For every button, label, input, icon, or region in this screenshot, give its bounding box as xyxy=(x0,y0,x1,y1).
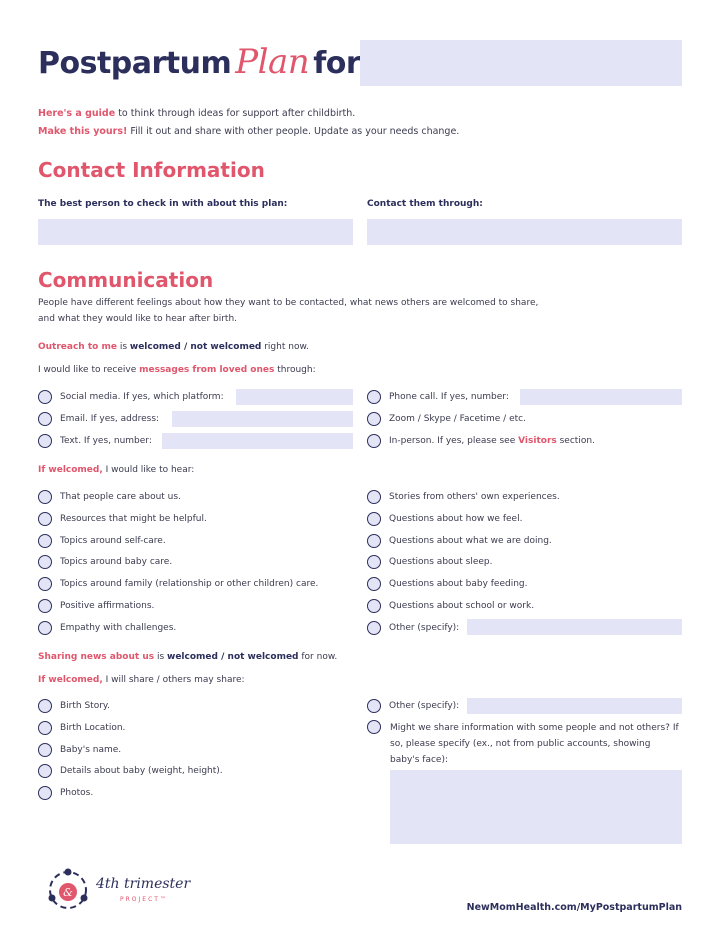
intro-highlight-2: Make this yours! xyxy=(38,126,128,137)
option-label: Questions about school or work. xyxy=(389,601,535,611)
radio-button[interactable] xyxy=(367,390,381,404)
plan-for-name-field[interactable] xyxy=(360,40,682,86)
contact-through-label: Contact them through: xyxy=(367,199,483,209)
contact-through-field[interactable] xyxy=(367,219,682,245)
communication-heading: Communication xyxy=(38,268,214,292)
receive-post: through: xyxy=(274,365,316,375)
title-script-word: Plan xyxy=(235,42,310,82)
communication-desc-2: and what they would like to hear after birth. xyxy=(38,314,238,324)
email-address-field[interactable] xyxy=(172,411,353,427)
checkbox-option[interactable] xyxy=(38,575,318,593)
option-label: Social media. If yes, which platform: xyxy=(60,392,224,402)
checkbox-option[interactable] xyxy=(38,488,181,506)
share-line xyxy=(38,675,245,685)
radio-button[interactable] xyxy=(38,490,52,504)
option-label: Birth Location. xyxy=(60,722,126,733)
radio-button[interactable] xyxy=(367,599,381,613)
checkbox-option[interactable] xyxy=(38,619,176,637)
option-label: Other (specify): xyxy=(389,701,460,711)
option-label: Phone call. If yes, number: xyxy=(389,392,509,402)
receive-line xyxy=(38,365,316,375)
checkbox-option[interactable] xyxy=(367,510,522,528)
share-question-text: Might we share information with some people and not others? If so, please specify (ex., not from public accounts, showing baby's face): xyxy=(390,723,679,765)
phone-number-field[interactable] xyxy=(520,389,682,405)
option-label: Details about baby (weight, height). xyxy=(60,766,223,777)
option-label: Resources that might be helpful. xyxy=(60,513,207,524)
checkbox-option[interactable] xyxy=(38,741,121,759)
option-label: Baby's name. xyxy=(60,744,122,755)
hear-line xyxy=(38,465,194,475)
option-label: Photos. xyxy=(60,788,94,799)
option-label: Zoom / Skype / Facetime / etc. xyxy=(389,414,526,424)
checkbox-option[interactable] xyxy=(367,553,492,571)
title-part1: Postpartum xyxy=(38,46,232,81)
checkbox-option[interactable] xyxy=(367,619,459,637)
page-title xyxy=(38,42,360,82)
sharing-welcomed-option[interactable]: welcomed xyxy=(167,652,218,662)
contact-person-field[interactable] xyxy=(38,219,353,245)
radio-button[interactable] xyxy=(38,390,52,404)
option-label: Questions about sleep. xyxy=(389,557,493,568)
option-label: Positive affirmations. xyxy=(60,601,155,611)
share-highlight: If welcomed, xyxy=(38,675,103,685)
option-label: Topics around self-care. xyxy=(60,535,166,546)
option-label: Questions about baby feeding. xyxy=(389,579,528,590)
radio-button[interactable] xyxy=(38,577,52,591)
intro-highlight-1: Here's a guide xyxy=(38,108,116,119)
radio-button[interactable] xyxy=(367,434,381,448)
option-label: Questions about how we feel. xyxy=(389,513,523,524)
inperson-visitors-link: Visitors xyxy=(518,436,557,446)
outreach-line xyxy=(38,342,309,352)
option-label: Topics around baby care. xyxy=(60,557,173,568)
receive-option-phone[interactable] xyxy=(367,388,509,406)
radio-button[interactable] xyxy=(38,743,52,757)
checkbox-option[interactable] xyxy=(38,784,93,802)
intro-line-2 xyxy=(38,126,459,137)
receive-option-inperson[interactable] xyxy=(367,432,595,450)
checkbox-option[interactable] xyxy=(367,575,528,593)
checkbox-option[interactable] xyxy=(38,597,154,615)
radio-button[interactable] xyxy=(38,621,52,635)
sharing-highlight: Sharing news about us xyxy=(38,652,155,662)
share-other-field[interactable] xyxy=(467,698,682,714)
radio-button[interactable] xyxy=(38,699,52,713)
sharing-line xyxy=(38,652,337,662)
checkbox-option[interactable] xyxy=(367,597,534,615)
checkbox-option[interactable] xyxy=(38,762,223,780)
checkbox-option[interactable] xyxy=(367,488,560,506)
receive-highlight: messages from loved ones xyxy=(139,365,275,375)
hear-rest: I would like to hear: xyxy=(102,465,195,475)
radio-button[interactable] xyxy=(38,721,52,735)
checkbox-option[interactable] xyxy=(38,553,172,571)
share-option-selective[interactable] xyxy=(367,718,389,736)
checkbox-option[interactable] xyxy=(38,532,166,550)
checkbox-option[interactable] xyxy=(367,532,552,550)
radio-button[interactable] xyxy=(367,412,381,426)
receive-option-video[interactable] xyxy=(367,410,526,428)
radio-button[interactable] xyxy=(367,699,381,713)
receive-pre: I would like to receive xyxy=(38,365,140,375)
radio-button[interactable] xyxy=(38,534,52,548)
option-label: Other (specify): xyxy=(389,622,460,633)
radio-button[interactable] xyxy=(367,555,381,569)
checkbox-option[interactable] xyxy=(38,510,207,528)
sharing-not-welcomed-option[interactable]: not welcomed xyxy=(227,652,299,662)
radio-button[interactable] xyxy=(38,786,52,800)
hear-other-field[interactable] xyxy=(467,619,682,635)
receive-option-text[interactable] xyxy=(38,432,152,450)
radio-button[interactable] xyxy=(367,490,381,504)
footer-url-link[interactable]: NewMomHealth.com/MyPostpartumPlan xyxy=(466,902,682,913)
radio-button[interactable] xyxy=(367,720,381,734)
contact-heading: Contact Information xyxy=(38,158,265,182)
inperson-post: section. xyxy=(556,436,595,446)
option-label: Birth Story. xyxy=(60,701,110,711)
outreach-is: is xyxy=(116,342,130,352)
checkbox-option[interactable] xyxy=(38,719,125,737)
outreach-slash: / xyxy=(180,342,191,352)
option-label: Topics around family (relationship or other children) care. xyxy=(60,579,319,590)
intro-text-1: to think through ideas for support after childbirth. xyxy=(115,108,356,119)
communication-desc-1: People have different feelings about how they want to be contacted, what news others are welcomed to share, xyxy=(38,298,539,308)
intro-text-2: Fill it out and share with other people. Update as your needs change. xyxy=(127,126,460,137)
text-number-field[interactable] xyxy=(162,433,353,449)
option-label: Email. If yes, address: xyxy=(60,414,160,424)
option-label: Stories from others' own experiences. xyxy=(389,492,560,502)
inperson-pre: In-person. If yes, please see xyxy=(389,436,519,446)
share-rest: I will share / others may share: xyxy=(102,675,245,685)
share-option-other[interactable] xyxy=(367,697,459,715)
sharing-slash: / xyxy=(217,652,228,662)
radio-button[interactable] xyxy=(38,599,52,613)
share-selective-details-field[interactable] xyxy=(390,770,682,844)
intro-line-1 xyxy=(38,108,355,119)
hear-highlight: If welcomed, xyxy=(38,465,103,475)
radio-button[interactable] xyxy=(38,512,52,526)
radio-button[interactable] xyxy=(367,621,381,635)
sharing-is: is xyxy=(154,652,168,662)
receive-option-email[interactable] xyxy=(38,410,159,428)
outreach-rest: right now. xyxy=(261,342,309,352)
checkbox-option[interactable] xyxy=(38,697,110,715)
radio-button[interactable] xyxy=(38,412,52,426)
contact-person-label: The best person to check in with about this plan: xyxy=(38,199,288,209)
option-label: Text. If yes, number: xyxy=(60,436,152,446)
radio-button[interactable] xyxy=(367,512,381,526)
radio-button[interactable] xyxy=(38,555,52,569)
social-platform-field[interactable] xyxy=(236,389,353,405)
outreach-welcomed-option[interactable]: welcomed xyxy=(129,342,181,352)
radio-button[interactable] xyxy=(38,434,52,448)
option-label: Questions about what we are doing. xyxy=(389,535,552,546)
sharing-rest: for now. xyxy=(298,652,338,662)
radio-button[interactable] xyxy=(367,577,381,591)
receive-option-social[interactable] xyxy=(38,388,224,406)
logo-subtext: PROJECT™ xyxy=(120,896,168,903)
svg-text:&: & xyxy=(63,886,73,899)
option-label: Empathy with challenges. xyxy=(60,622,177,633)
outreach-highlight: Outreach to me xyxy=(38,342,117,352)
outreach-not-welcomed-option[interactable]: not welcomed xyxy=(190,342,262,352)
title-part2: for xyxy=(313,46,361,81)
option-label xyxy=(389,436,595,446)
option-label: That people care about us. xyxy=(60,492,181,502)
radio-button[interactable] xyxy=(367,534,381,548)
fourth-trimester-logo-icon xyxy=(44,866,92,914)
logo-text: 4th trimester xyxy=(96,876,191,892)
radio-button[interactable] xyxy=(38,764,52,778)
